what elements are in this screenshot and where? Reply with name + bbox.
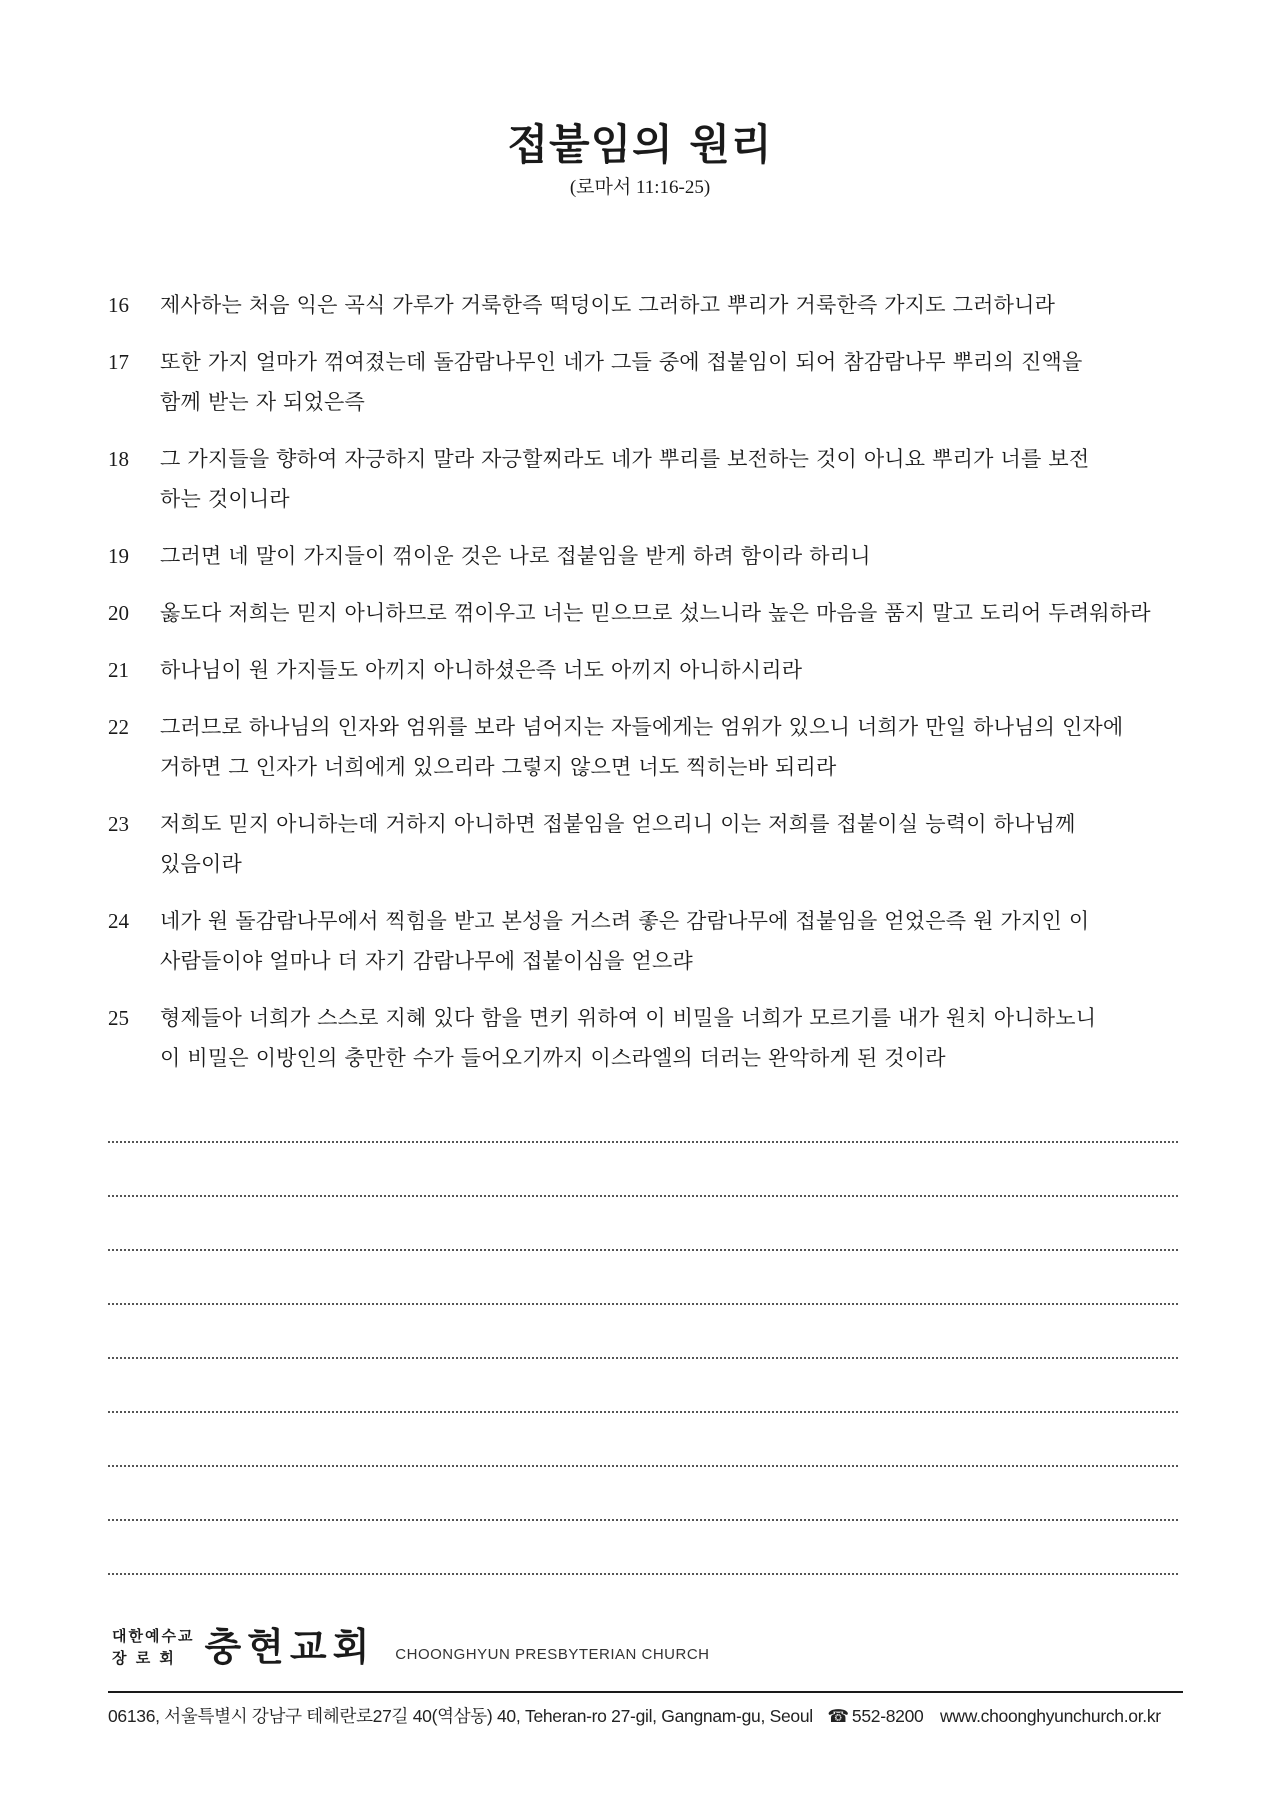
church-name-korean: 충현교회 (204, 1624, 376, 1669)
note-line (108, 1089, 1178, 1143)
verse-number: 20 (108, 601, 129, 625)
verse-line: 제사하는 처음 익은 곡식 가루가 거룩한즉 떡덩이도 그러하고 뿌리가 거룩한즉 가지도 그러하니라 (160, 293, 1056, 317)
verse-24 (108, 901, 1188, 981)
verse-22 (108, 707, 1188, 787)
verse-number: 16 (108, 293, 129, 317)
verse-number: 24 (108, 909, 129, 933)
verse-17 (108, 342, 1188, 422)
note-line (108, 1467, 1178, 1521)
verse-number: 21 (108, 658, 129, 682)
verse-text (160, 650, 1188, 690)
verse-19 (108, 536, 1188, 576)
verse-25 (108, 998, 1188, 1078)
verse-line: 그러므로 하나님의 인자와 엄위를 보라 넘어지는 자들에게는 엄위가 있으니 너희가 만일 하나님의 인자에 (160, 715, 1124, 739)
verse-line: 형제들아 너희가 스스로 지혜 있다 함을 면키 위하여 이 비밀을 너희가 모르기를 내가 원치 아니하노니 (160, 1006, 1097, 1030)
verse-line: 하는 것이니라 (160, 487, 290, 511)
verse-21 (108, 650, 1188, 690)
verse-line: 또한 가지 얼마가 꺾여졌는데 돌감람나무인 네가 그들 중에 접붙임이 되어 참감람나무 뿌리의 진액을 (160, 350, 1083, 374)
verse-text (160, 285, 1188, 325)
phone-number: 552-8200 (851, 1706, 924, 1726)
note-line (108, 1521, 1178, 1575)
verse-line: 있음이라 (160, 852, 242, 876)
verse-text (160, 901, 1188, 981)
verse-text (160, 439, 1188, 519)
scripture-reference: (로마서 11:16-25) (569, 177, 711, 198)
footer-divider (108, 1691, 1183, 1693)
church-address: 06136, 서울특별시 강남구 테헤란로27길 40(역삼동) 40, Teheran-ro 27-gil, Gangnam-gu, Seoul (108, 1706, 813, 1726)
verse-number: 22 (108, 715, 129, 739)
church-name-english: CHOONGHYUN PRESBYTERIAN CHURCH (395, 1646, 710, 1663)
verse-line: 옳도다 저희는 믿지 아니하므로 꺾이우고 너는 믿으므로 섰느니라 높은 마음을 품지 말고 도리어 두려워하라 (160, 601, 1151, 625)
verse-text (160, 998, 1188, 1078)
note-line (108, 1305, 1178, 1359)
verse-list (108, 285, 1188, 1095)
verse-line: 하나님이 원 가지들도 아끼지 아니하셨은즉 너도 아끼지 아니하시리라 (160, 658, 803, 682)
verse-text (160, 342, 1188, 422)
verse-number: 18 (108, 447, 129, 471)
notes-area (108, 1089, 1178, 1575)
verse-text (160, 804, 1188, 884)
phone-icon: ☎ (827, 1706, 849, 1726)
denomination-label (112, 1625, 194, 1669)
verse-16 (108, 285, 1188, 325)
verse-line: 그러면 네 말이 가지들이 꺾이운 것은 나로 접붙임을 받게 하려 함이라 하리니 (160, 544, 871, 568)
verse-20 (108, 593, 1188, 633)
verse-line: 이 비밀은 이방인의 충만한 수가 들어오기까지 이스라엘의 더러는 완악하게 된 것이라 (160, 1046, 946, 1070)
denomination-line: 장 로 회 (112, 1649, 176, 1667)
verse-number: 17 (108, 350, 129, 374)
verse-number: 23 (108, 812, 129, 836)
verse-number: 19 (108, 544, 129, 568)
verse-number: 25 (108, 1006, 129, 1030)
church-logo (112, 1625, 710, 1669)
verse-18 (108, 439, 1188, 519)
verse-23 (108, 804, 1188, 884)
verse-line: 사람들이야 얼마나 더 자기 감람나무에 접붙이심을 얻으랴 (160, 949, 693, 973)
website-link[interactable]: www.choonghyunchurch.or.kr (940, 1706, 1161, 1726)
note-line (108, 1197, 1178, 1251)
footer-contact (108, 1703, 1183, 1728)
note-line (108, 1359, 1178, 1413)
verse-line: 네가 원 돌감람나무에서 찍힘을 받고 본성을 거스려 좋은 감람나무에 접붙임을 얻었은즉 원 가지인 이 (160, 909, 1090, 933)
verse-text (160, 536, 1188, 576)
verse-text (160, 707, 1188, 787)
note-line (108, 1143, 1178, 1197)
verse-text (160, 593, 1188, 633)
denomination-line: 대한예수교 (112, 1627, 195, 1645)
note-line (108, 1251, 1178, 1305)
verse-line: 저희도 믿지 아니하는데 거하지 아니하면 접붙임을 얻으리니 이는 저희를 접붙이실 능력이 하나님께 (160, 812, 1076, 836)
note-line (108, 1413, 1178, 1467)
verse-line: 거하면 그 인자가 너희에게 있으리라 그렇지 않으면 너도 찍히는바 되리라 (160, 755, 837, 779)
page-title: 접붙임의 원리 (507, 120, 773, 169)
verse-line: 함께 받는 자 되었은즉 (160, 390, 365, 414)
verse-line: 그 가지들을 향하여 자긍하지 말라 자긍할찌라도 네가 뿌리를 보전하는 것이 아니요 뿌리가 너를 보전 (160, 447, 1090, 471)
